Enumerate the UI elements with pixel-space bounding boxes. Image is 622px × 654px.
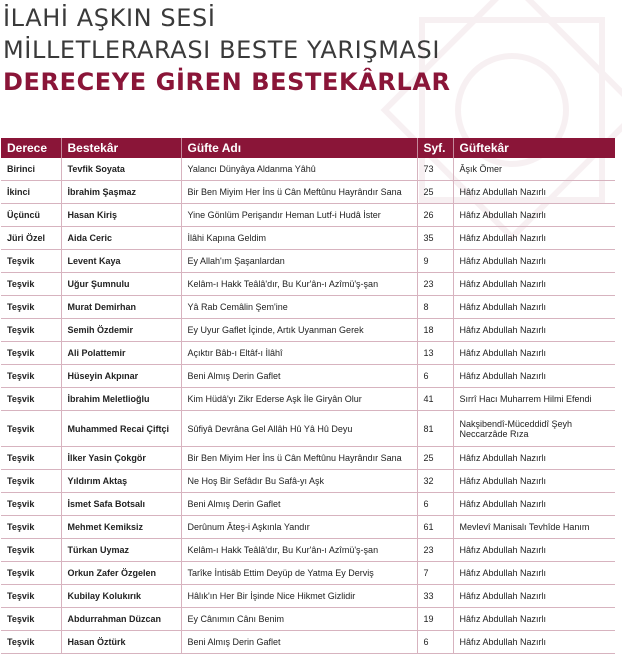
cell-sayfa: 25 bbox=[417, 181, 453, 204]
table-row bbox=[1, 631, 615, 654]
table-row bbox=[1, 158, 615, 181]
cell-guftekar: Hâfız Abdullah Nazırlı bbox=[453, 319, 615, 342]
cell-bestekar: Hasan Kiriş bbox=[61, 204, 181, 227]
table-row bbox=[1, 365, 615, 388]
cell-derece: Teşvik bbox=[1, 411, 61, 447]
cell-derece: Üçüncü bbox=[1, 204, 61, 227]
cell-guftekar: Hâfız Abdullah Nazırlı bbox=[453, 250, 615, 273]
table-row bbox=[1, 493, 615, 516]
cell-bestekar: Hasan Öztürk bbox=[61, 631, 181, 654]
header-derece: Derece bbox=[1, 138, 61, 158]
cell-guftekar: Sırrî Hacı Muharrem Hilmi Efendi bbox=[453, 388, 615, 411]
cell-gufte-adi: Sûfiyâ Devrâna Gel Allâh Hû Yâ Hû Deyu bbox=[181, 411, 417, 447]
cell-guftekar: Hâfız Abdullah Nazırlı bbox=[453, 585, 615, 608]
cell-guftekar: Hâfız Abdullah Nazırlı bbox=[453, 227, 615, 250]
cell-sayfa: 8 bbox=[417, 296, 453, 319]
table-row bbox=[1, 562, 615, 585]
cell-sayfa: 33 bbox=[417, 585, 453, 608]
cell-sayfa: 6 bbox=[417, 493, 453, 516]
cell-derece: Teşvik bbox=[1, 342, 61, 365]
cell-gufte-adi: Kim Hüdâ'yı Zikr Ederse Aşk İle Giryân Olur bbox=[181, 388, 417, 411]
cell-bestekar: Hüseyin Akpınar bbox=[61, 365, 181, 388]
table-row bbox=[1, 227, 615, 250]
cell-gufte-adi: Ne Hoş Bir Sefâdır Bu Safâ-yı Aşk bbox=[181, 470, 417, 493]
cell-derece: Birinci bbox=[1, 158, 61, 181]
cell-sayfa: 81 bbox=[417, 411, 453, 447]
cell-gufte-adi: Beni Almış Derin Gaflet bbox=[181, 365, 417, 388]
table-row bbox=[1, 516, 615, 539]
cell-bestekar: İbrahim Şaşmaz bbox=[61, 181, 181, 204]
cell-derece: Teşvik bbox=[1, 250, 61, 273]
cell-derece: Teşvik bbox=[1, 365, 61, 388]
cell-bestekar: Levent Kaya bbox=[61, 250, 181, 273]
table-row bbox=[1, 273, 615, 296]
cell-derece: Teşvik bbox=[1, 608, 61, 631]
cell-guftekar: Nakşibendî-Müceddidî Şeyh Neccarzâde Rıza bbox=[453, 411, 615, 447]
cell-bestekar: Murat Demirhan bbox=[61, 296, 181, 319]
cell-derece: Teşvik bbox=[1, 562, 61, 585]
header-guftekar: Güftekâr bbox=[453, 138, 615, 158]
cell-bestekar: Tevfik Soyata bbox=[61, 158, 181, 181]
cell-derece: Teşvik bbox=[1, 447, 61, 470]
cell-sayfa: 6 bbox=[417, 631, 453, 654]
cell-gufte-adi: Bir Ben Miyim Her İns ü Cân Meftûnu Hayrândır Sana bbox=[181, 181, 417, 204]
cell-derece: Teşvik bbox=[1, 585, 61, 608]
cell-derece: Jüri Özel bbox=[1, 227, 61, 250]
table-row bbox=[1, 204, 615, 227]
cell-derece: Teşvik bbox=[1, 388, 61, 411]
cell-gufte-adi: Tarîke İntisâb Ettim Deyüp de Yatma Ey Derviş bbox=[181, 562, 417, 585]
title-line-3: DERECEYE GİREN BESTEKÂRLAR bbox=[3, 68, 451, 96]
title-line-2: MİLLETLERARASI BESTE YARIŞMASI bbox=[3, 36, 441, 64]
cell-gufte-adi: Ey Cânımın Cânı Benim bbox=[181, 608, 417, 631]
cell-bestekar: Mehmet Kemiksiz bbox=[61, 516, 181, 539]
cell-bestekar: Muhammed Recai Çiftçi bbox=[61, 411, 181, 447]
cell-guftekar: Hâfız Abdullah Nazırlı bbox=[453, 365, 615, 388]
cell-gufte-adi: Beni Almış Derin Gaflet bbox=[181, 493, 417, 516]
cell-gufte-adi: Hâlık'ın Her Bir İşinde Nice Hikmet Gizlidir bbox=[181, 585, 417, 608]
cell-derece: Teşvik bbox=[1, 296, 61, 319]
cell-derece: Teşvik bbox=[1, 539, 61, 562]
table-row bbox=[1, 585, 615, 608]
cell-bestekar: Semih Özdemir bbox=[61, 319, 181, 342]
cell-derece: Teşvik bbox=[1, 516, 61, 539]
cell-sayfa: 61 bbox=[417, 516, 453, 539]
cell-gufte-adi: Ey Uyur Gaflet İçinde, Artık Uyanman Gerek bbox=[181, 319, 417, 342]
header-sayfa: Syf. bbox=[417, 138, 453, 158]
cell-gufte-adi: Yâ Rab Cemâlin Şem'ine bbox=[181, 296, 417, 319]
table-row bbox=[1, 608, 615, 631]
cell-sayfa: 32 bbox=[417, 470, 453, 493]
cell-gufte-adi: Yine Gönlüm Perişandır Heman Lutf-i Hudâ İster bbox=[181, 204, 417, 227]
table-row bbox=[1, 539, 615, 562]
cell-guftekar: Mevlevî Manisalı Tevhîde Hanım bbox=[453, 516, 615, 539]
cell-gufte-adi: Kelâm-ı Hakk Teâlâ'dır, Bu Kur'ân-ı Azîmü'ş-şan bbox=[181, 539, 417, 562]
cell-gufte-adi: Ey Allah'ım Şaşanlardan bbox=[181, 250, 417, 273]
cell-bestekar: İlker Yasin Çokgör bbox=[61, 447, 181, 470]
cell-sayfa: 7 bbox=[417, 562, 453, 585]
cell-sayfa: 6 bbox=[417, 365, 453, 388]
heading bbox=[3, 2, 451, 98]
cell-derece: Teşvik bbox=[1, 493, 61, 516]
cell-sayfa: 9 bbox=[417, 250, 453, 273]
cell-derece: Teşvik bbox=[1, 319, 61, 342]
table-row bbox=[1, 388, 615, 411]
cell-guftekar: Hâfız Abdullah Nazırlı bbox=[453, 342, 615, 365]
header-gufte-adi: Güfte Adı bbox=[181, 138, 417, 158]
cell-guftekar: Hâfız Abdullah Nazırlı bbox=[453, 493, 615, 516]
cell-derece: İkinci bbox=[1, 181, 61, 204]
cell-guftekar: Âşık Ömer bbox=[453, 158, 615, 181]
cell-guftekar: Hâfız Abdullah Nazırlı bbox=[453, 204, 615, 227]
table-row bbox=[1, 342, 615, 365]
cell-sayfa: 19 bbox=[417, 608, 453, 631]
table-header-row bbox=[1, 138, 615, 158]
cell-sayfa: 35 bbox=[417, 227, 453, 250]
cell-gufte-adi: Derûnum Âteş-i Aşkınla Yandır bbox=[181, 516, 417, 539]
cell-guftekar: Hâfız Abdullah Nazırlı bbox=[453, 539, 615, 562]
cell-sayfa: 26 bbox=[417, 204, 453, 227]
cell-gufte-adi: İlâhi Kapına Geldim bbox=[181, 227, 417, 250]
cell-gufte-adi: Beni Almış Derin Gaflet bbox=[181, 631, 417, 654]
header-bestekar: Bestekâr bbox=[61, 138, 181, 158]
cell-sayfa: 23 bbox=[417, 273, 453, 296]
cell-guftekar: Hâfız Abdullah Nazırlı bbox=[453, 470, 615, 493]
table-body bbox=[1, 158, 615, 654]
cell-guftekar: Hâfız Abdullah Nazırlı bbox=[453, 562, 615, 585]
cell-bestekar: Abdurrahman Düzcan bbox=[61, 608, 181, 631]
cell-bestekar: Orkun Zafer Özgelen bbox=[61, 562, 181, 585]
cell-derece: Teşvik bbox=[1, 273, 61, 296]
cell-bestekar: İbrahim Meletlioğlu bbox=[61, 388, 181, 411]
cell-bestekar: Türkan Uymaz bbox=[61, 539, 181, 562]
table-row bbox=[1, 470, 615, 493]
cell-sayfa: 41 bbox=[417, 388, 453, 411]
table-row bbox=[1, 181, 615, 204]
cell-bestekar: Yıldırım Aktaş bbox=[61, 470, 181, 493]
cell-sayfa: 18 bbox=[417, 319, 453, 342]
cell-bestekar: Uğur Şumnulu bbox=[61, 273, 181, 296]
title-line-1: İLAHİ AŞKIN SESİ bbox=[3, 4, 216, 32]
cell-guftekar: Hâfız Abdullah Nazırlı bbox=[453, 608, 615, 631]
cell-gufte-adi: Yalancı Dünyâya Aldanma Yâhû bbox=[181, 158, 417, 181]
cell-sayfa: 73 bbox=[417, 158, 453, 181]
table-row bbox=[1, 319, 615, 342]
table-row bbox=[1, 411, 615, 447]
cell-sayfa: 23 bbox=[417, 539, 453, 562]
cell-bestekar: Kubilay Kolukırık bbox=[61, 585, 181, 608]
cell-bestekar: İsmet Safa Botsalı bbox=[61, 493, 181, 516]
cell-derece: Teşvik bbox=[1, 470, 61, 493]
cell-derece: Teşvik bbox=[1, 631, 61, 654]
cell-guftekar: Hâfız Abdullah Nazırlı bbox=[453, 631, 615, 654]
table-row bbox=[1, 296, 615, 319]
cell-bestekar: Ali Polattemir bbox=[61, 342, 181, 365]
cell-sayfa: 25 bbox=[417, 447, 453, 470]
cell-sayfa: 13 bbox=[417, 342, 453, 365]
cell-gufte-adi: Kelâm-ı Hakk Teâlâ'dır, Bu Kur'ân-ı Azîmü'ş-şan bbox=[181, 273, 417, 296]
cell-bestekar: Aida Ceric bbox=[61, 227, 181, 250]
results-table bbox=[1, 138, 615, 654]
cell-gufte-adi: Açıktır Bâb-ı Eltâf-ı İlâhî bbox=[181, 342, 417, 365]
table-row bbox=[1, 250, 615, 273]
cell-guftekar: Hâfız Abdullah Nazırlı bbox=[453, 181, 615, 204]
cell-guftekar: Hâfız Abdullah Nazırlı bbox=[453, 296, 615, 319]
table-row bbox=[1, 447, 615, 470]
cell-gufte-adi: Bir Ben Miyim Her İns ü Cân Meftûnu Hayrândır Sana bbox=[181, 447, 417, 470]
cell-guftekar: Hâfız Abdullah Nazırlı bbox=[453, 273, 615, 296]
cell-guftekar: Hâfız Abdullah Nazırlı bbox=[453, 447, 615, 470]
